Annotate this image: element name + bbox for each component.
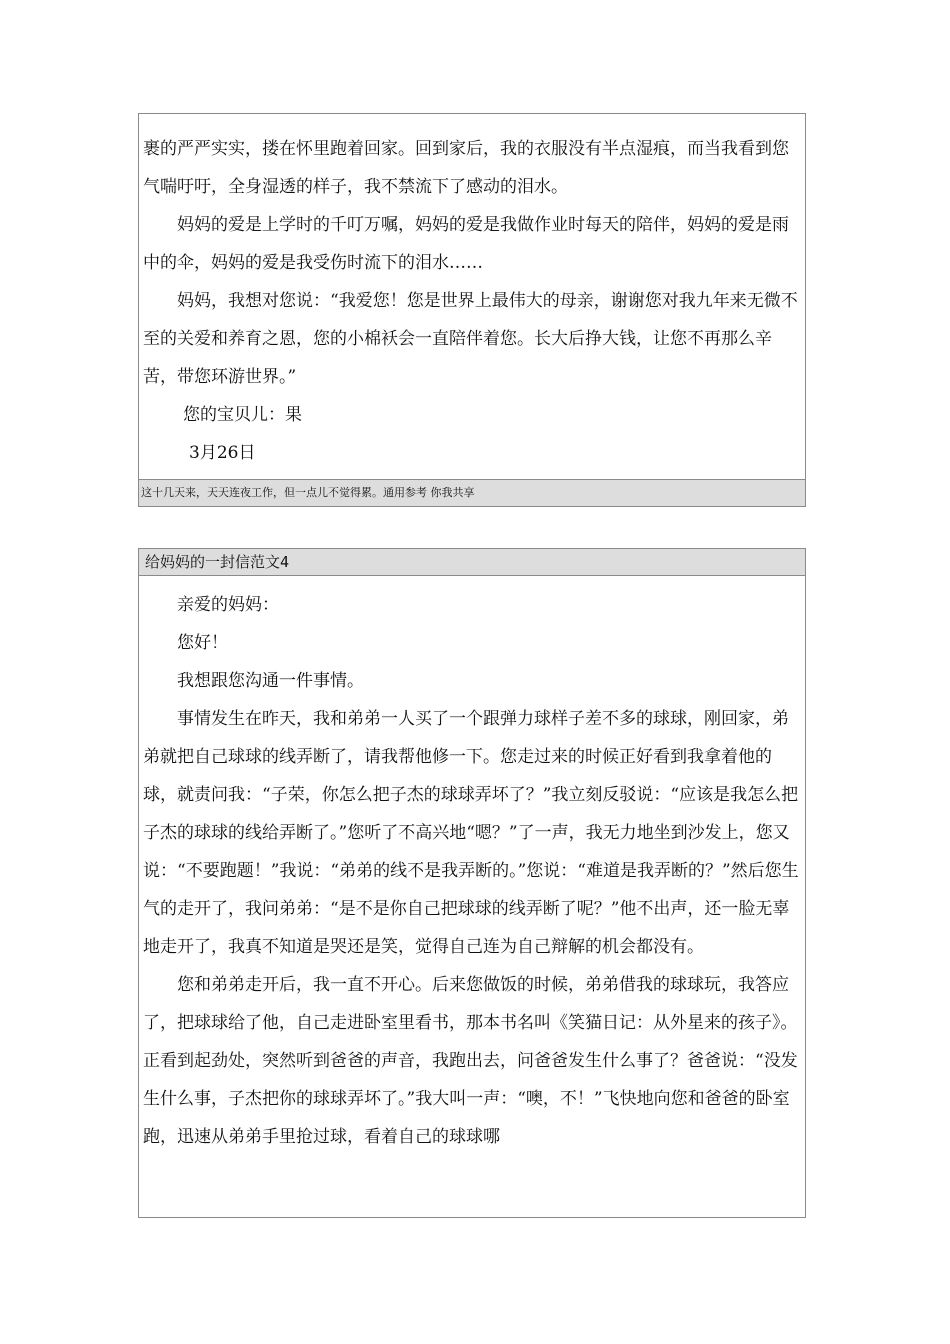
- section-title: 给妈妈的一封信范文4: [139, 549, 805, 576]
- paragraph: 我想跟您沟通一件事情。: [177, 671, 364, 691]
- letter-salutation: 亲爱的妈妈：: [177, 595, 279, 615]
- letter-date: 3月26日: [189, 443, 256, 463]
- paragraph: 妈妈的爱是上学时的千叮万嘱，妈妈的爱是我做作业时每天的陪伴，妈妈的爱是雨中的伞，妈妈的爱是我受伤时流下的泪水……: [143, 215, 789, 273]
- letter-body: [139, 114, 805, 472]
- paragraph: 裹的严严实实，搂在怀里跑着回家。回到家后，我的衣服没有半点湿痕，而当我看到您气喘吁吁，全身湿透的样子，我不禁流下了感动的泪水。: [143, 139, 789, 197]
- letter-greeting: 您好！: [177, 633, 228, 653]
- paragraph: 妈妈，我想对您说：“我爱您！您是世界上最伟大的母亲，谢谢您对我九年来无微不至的关爱和养育之恩，您的小棉袄会一直陪伴着您。长大后挣大钱，让您不再那么辛苦，带您环游世界。”: [143, 291, 798, 387]
- letter-continuation-panel: [138, 113, 806, 507]
- paragraph: 您和弟弟走开后，我一直不开心。后来您做饭的时候，弟弟借我的球球玩，我答应了，把球球给了他，自己走进卧室里看书，那本书名叫《笑猫日记：从外星来的孩子》。正看到起劲处，突然听到爸爸的声音，我跑出去，问爸爸发生什么事了？爸爸说：“没发生什么事，子杰把你的球球弄坏了。”我大叫一声：“噢，不！”飞快地向您和爸爸的卧室跑，迅速从弟弟手里抢过球，看着自己的球球哪: [143, 975, 798, 1147]
- letter-signature: 您的宝贝儿：果: [183, 405, 302, 425]
- panel-footer: 这十几天来，天天连夜工作，但一点儿不觉得累。通用参考 你我共享: [139, 479, 805, 506]
- letter-body: [139, 576, 805, 1156]
- paragraph: 事情发生在昨天，我和弟弟一人买了一个跟弹力球样子差不多的球球，刚回家，弟弟就把自己球球的线弄断了，请我帮他修一下。您走过来的时候正好看到我拿着他的球，就责问我：“子荣，你怎么把子杰的球球弄坏了？”我立刻反驳说：“应该是我怎么把子杰的球球的线给弄断了。”您听了不高兴地“嗯？”了一声，我无力地坐到沙发上，您又说：“不要跑题！”我说：“弟弟的线不是我弄断的。”您说：“难道是我弄断的？”然后您生气的走开了，我问弟弟：“是不是你自己把球球的线弄断了呢？”他不出声，还一脸无辜地走开了，我真不知道是哭还是笑，觉得自己连为自己辩解的机会都没有。: [143, 709, 799, 957]
- letter-sample-4-panel: [138, 548, 806, 1218]
